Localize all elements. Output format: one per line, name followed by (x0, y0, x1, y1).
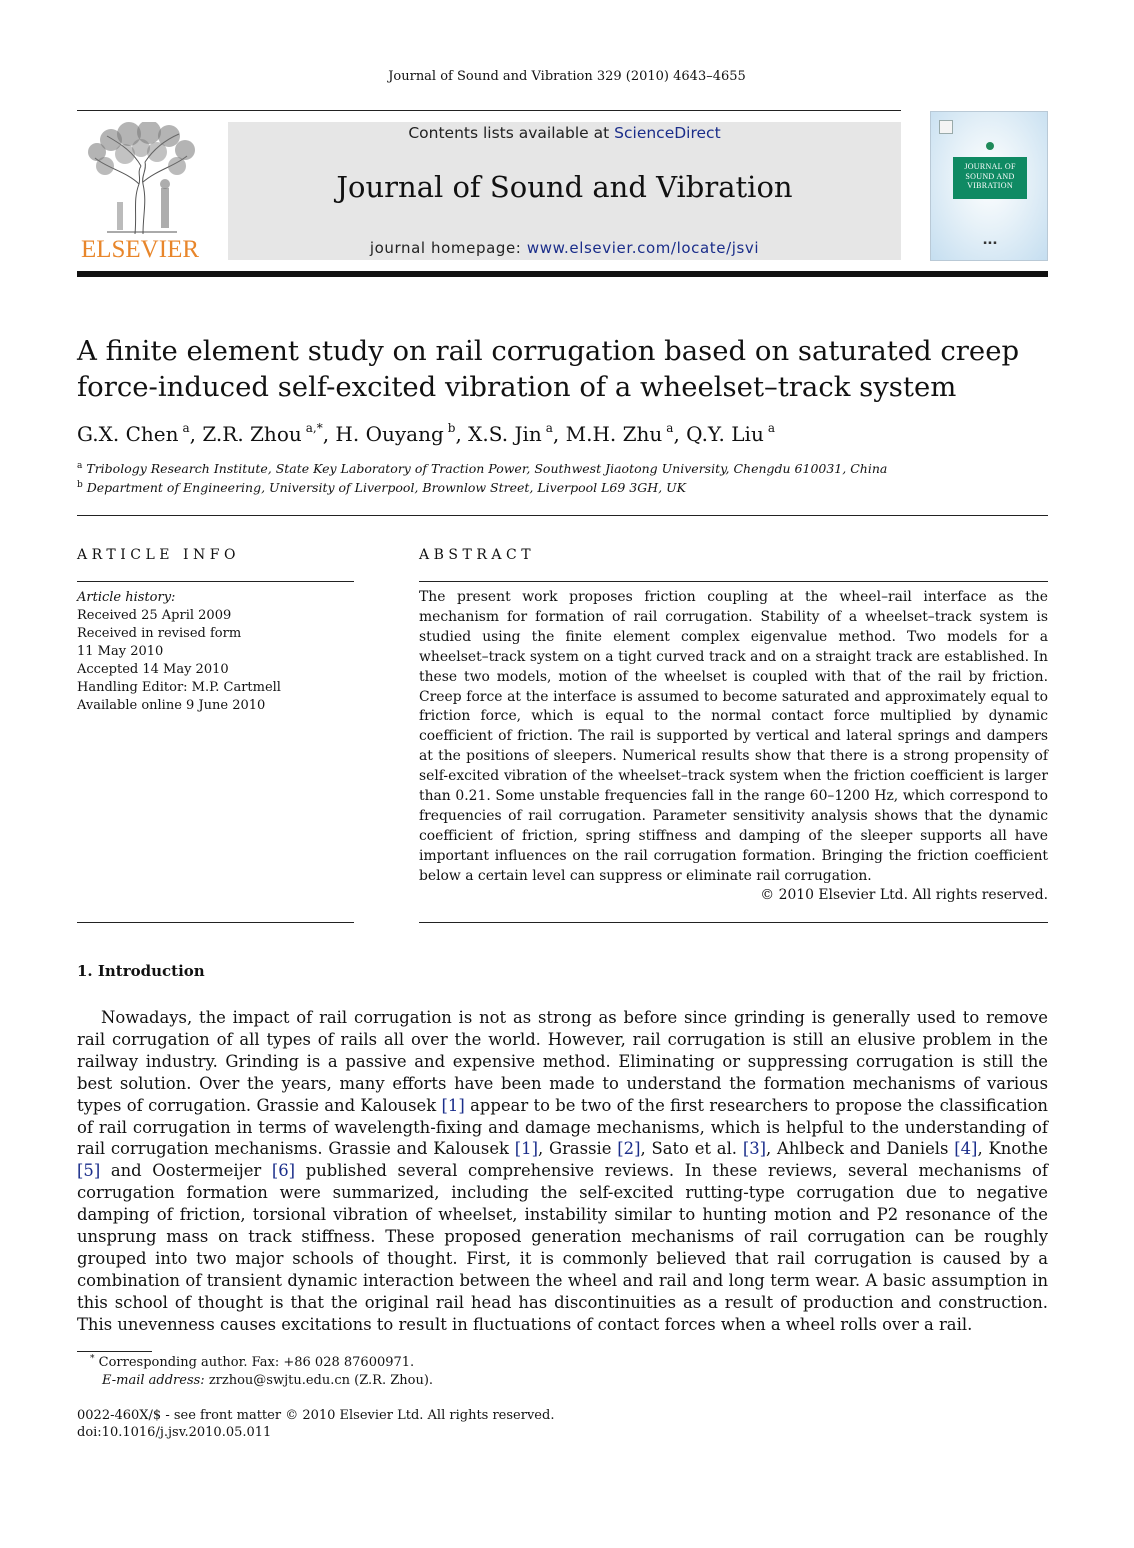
body-text-run: , Ahlbeck and Daniels (766, 1139, 955, 1159)
body-text-run: , Sato et al. (640, 1139, 743, 1159)
author-name: H. Ouyang (335, 422, 444, 446)
affiliation-mark: b (77, 480, 83, 490)
author-name: M.H. Zhu (565, 422, 663, 446)
corresponding-text: Corresponding author. Fax: +86 028 87600971. (98, 1355, 415, 1370)
author-affil-mark[interactable]: b (447, 421, 456, 435)
reference-link[interactable]: [6] (271, 1161, 296, 1181)
author-name: Q.Y. Liu (686, 422, 764, 446)
abstract-text: The present work proposes friction coupling at the wheel–rail interface as the mechanism for formation of rail corrugation. Stability of a wheelset–track system is studied using the finite element complex eigenvalue method. Two models for a wheelset–track system on a tight curved track and on a straight track are established. In these two models, motion of the wheelset is coupled with that of the rail by friction. Creep force at the interface is assumed to become saturated and approximately equal to friction force, which is equal to the normal contact force multiplied by dynamic coefficient of friction. The rail is supported by vertical and lateral springs and dampers at the positions of sleepers. Numerical results show that there is a strong propensity of self-excited vibration of the wheelset–track system when the friction coefficient is larger than 0.21. Some unstable frequencies fall in the range 60–1200 Hz, which correspond to frequencies of rail corrugation. Parameter sensitivity analysis shows that the dynamic coefficient of friction, spring stiffness and damping of the sleeper supports all have important influences on the rail corrugation formation. Bringing the friction coefficient below a certain level can suppress or eliminate rail corrugation. (419, 589, 1048, 884)
history-line: Accepted 14 May 2010 (77, 662, 229, 677)
email-label: E-mail address: (102, 1373, 205, 1388)
reference-link[interactable]: [3] (742, 1139, 767, 1159)
masthead-top-rule (77, 110, 901, 111)
article-info-rule-bottom (77, 922, 354, 923)
author-name: X.S. Jin (468, 422, 542, 446)
running-head: Journal of Sound and Vibration 329 (2010) 4643–4655 (388, 69, 746, 84)
body-text-run: , Grassie (537, 1139, 618, 1159)
author-affil-mark[interactable]: a (545, 421, 553, 435)
affiliation-mark: a (77, 461, 83, 471)
body-text-run: published several comprehensive reviews. In these reviews, several mechanisms of corrugation formation were summarized, including the self-excited rutting-type corrugation due to negative damping of friction, torsional vibration of wheelset, instability similar to hunting motion and P2 resonance of the unsprung mass on track stiffness. These proposed generation mechanisms of rail corrugation can be roughly grouped into two major schools of thought. First, it is commonly believed that rail corrugation is caused by a combination of transient dynamic interaction between the wheel and rail and long term wear. A basic assumption in this school of thought is that the original rail head has discontinuities as a result of production and construction. This unevenness causes excitations to result in fluctuations of contact forces when a wheel rolls over a rail. (77, 1161, 1048, 1334)
author-affil-mark[interactable]: a,* (305, 421, 323, 435)
footnote-mark: * (90, 1354, 95, 1364)
abstract-copyright: © 2010 Elsevier Ltd. All rights reserved. (760, 887, 1048, 903)
introduction-paragraph (77, 1007, 1048, 1336)
history-line: Handling Editor: M.P. Cartmell (77, 680, 281, 695)
author-list: G.X. Chen $^a$, Z.R. Zhou $^{a,*}$, H. Ouyang $^b$, X.S. Jin $^a$, M.H. Zhu $^a$, Q.Y. Liu $^a$ (77, 421, 775, 446)
cover-logo-icon (939, 120, 953, 134)
header-divider (77, 515, 1048, 516)
author-affil-mark[interactable]: a (666, 421, 674, 435)
journal-masthead (228, 122, 901, 260)
abstract-heading: ABSTRACT (419, 547, 536, 563)
cover-publisher-mark-icon: ▪ ▪ ▪ (983, 240, 997, 246)
body-text-run: and Oostermeijer (100, 1161, 272, 1181)
affiliation-text: Tribology Research Institute, State Key Laboratory of Traction Power, Southwest Jiaotong University, Chengdu 610031, China (86, 461, 888, 476)
history-line: Received in revised form (77, 626, 242, 641)
contents-line (228, 124, 901, 142)
sciencedirect-link[interactable]: ScienceDirect (614, 124, 721, 142)
reference-link[interactable]: [2] (617, 1139, 641, 1159)
affiliation-a (77, 461, 1057, 476)
body-text-run: appear to be two of the first researchers to propose the classification of rail corrugation in terms of wavelength-fixing and damage mechanisms, which is helpful to the understanding of rail corrugation mechanisms. Grassie and Kalousek (77, 1095, 1048, 1159)
history-label: Article history: (77, 590, 176, 605)
reference-link[interactable]: [1] (514, 1139, 538, 1159)
affiliation-text: Department of Engineering, University of Liverpool, Brownlow Street, Liverpool L69 3GH, UK (86, 480, 686, 495)
journal-cover-thumbnail (930, 111, 1048, 261)
section-heading-introduction: 1. Introduction (77, 962, 205, 980)
history-line: 11 May 2010 (77, 644, 164, 659)
cover-emblem-icon (986, 142, 994, 150)
issn-line: 0022-460X/$ - see front matter © 2010 Elsevier Ltd. All rights reserved. (77, 1408, 555, 1423)
elsevier-logo (77, 122, 203, 264)
history-line: Received 25 April 2009 (77, 608, 232, 623)
contents-prefix: Contents lists available at (408, 124, 615, 142)
footnote-rule (77, 1351, 152, 1352)
masthead-bottom-rule (77, 271, 1048, 277)
elsevier-tree-icon (77, 122, 203, 236)
homepage-line (228, 239, 901, 257)
corresponding-author-note (90, 1354, 414, 1370)
article-info-rule-top (77, 581, 354, 582)
cover-title: JOURNAL OF SOUND AND VIBRATION (953, 157, 1027, 199)
article-info-heading: ARTICLE INFO (77, 547, 240, 563)
article-title (77, 333, 1057, 405)
author-affil-mark[interactable]: a (182, 421, 190, 435)
title-line-1: A finite element study on rail corrugation based on saturated creep (77, 335, 1020, 367)
author-name: Z.R. Zhou (202, 422, 302, 446)
body-text-run: Nowadays, the impact of rail corrugation is not as strong as before since grinding is generally used to remove rail corrugation of all types of rails all over the world. However, rail corrugation is still an elusive problem in the railway industry. Grinding is a passive and expensive method. Eliminating or suppressing corrugation is still the best solution. Over the years, many efforts have been made to understand the formation mechanisms of various types of corrugation. Grassie and Kalousek (77, 1008, 1048, 1115)
journal-homepage-link[interactable]: www.elsevier.com/locate/jsvi (526, 239, 760, 257)
author-affil-mark[interactable]: a (767, 421, 775, 435)
title-line-2: force-induced self-excited vibration of a wheelset–track system (77, 371, 957, 403)
reference-link[interactable]: [1] (441, 1095, 465, 1115)
article-history (77, 589, 357, 715)
abstract-rule-bottom (419, 922, 1048, 923)
reference-link[interactable]: [5] (77, 1161, 101, 1181)
journal-name: Journal of Sound and Vibration (336, 170, 793, 204)
elsevier-wordmark: ELSEVIER (80, 236, 200, 263)
abstract-rule-top (419, 581, 1048, 582)
body-text-run: , Knothe (977, 1139, 1048, 1159)
email-note (102, 1373, 433, 1388)
affiliation-b (77, 480, 1057, 495)
author-name: G.X. Chen (77, 422, 179, 446)
email-address[interactable]: zrzhou@swjtu.edu.cn (Z.R. Zhou). (204, 1373, 434, 1388)
doi-line[interactable]: doi:10.1016/j.jsv.2010.05.011 (77, 1425, 272, 1440)
history-line: Available online 9 June 2010 (77, 698, 266, 713)
reference-link[interactable]: [4] (954, 1139, 978, 1159)
homepage-prefix: journal homepage: (369, 239, 527, 257)
